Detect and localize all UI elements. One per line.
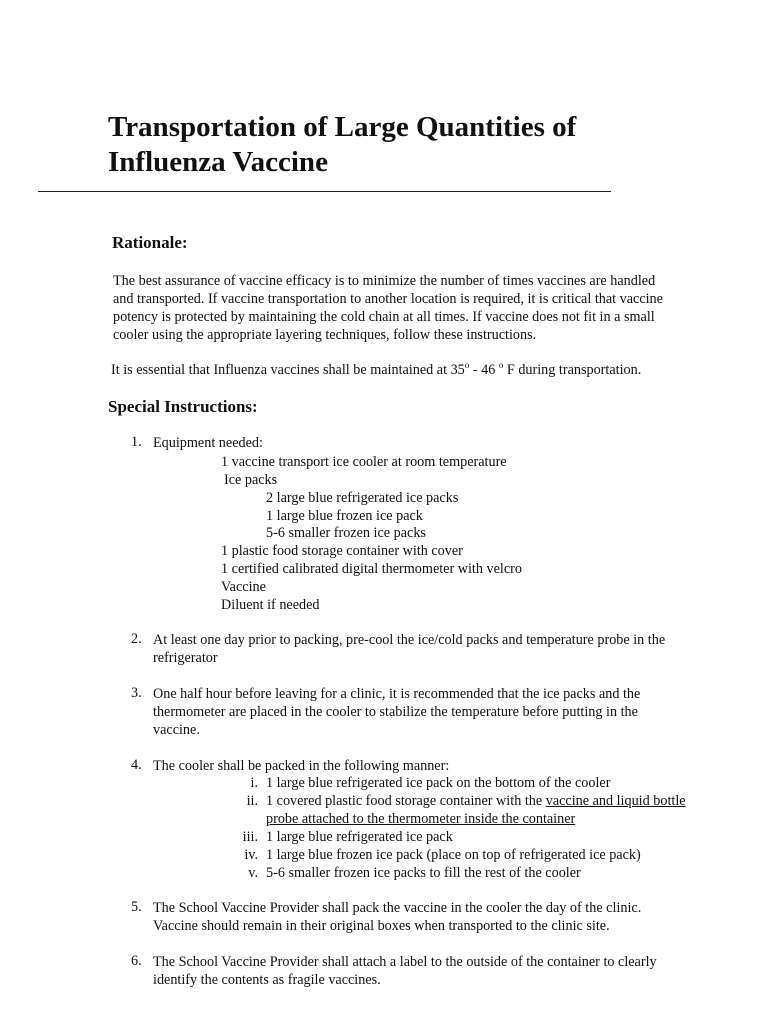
rationale-line: The best assurance of vaccine efficacy is to minimize the number of times vaccines are handled bbox=[113, 273, 656, 289]
temp-text-a: It is essential that Influenza vaccines shall be maintained at 35 bbox=[111, 362, 465, 378]
roman-numeral: i. bbox=[250, 775, 258, 791]
degree-symbol: o bbox=[498, 360, 504, 370]
equipment-item: 1 certified calibrated digital thermometer with velcro bbox=[221, 561, 522, 577]
sub-item-plain-text: 1 covered plastic food storage container with the bbox=[266, 793, 546, 809]
list-item-text: vaccine. bbox=[153, 722, 200, 738]
rationale-heading: Rationale: bbox=[112, 233, 188, 252]
rationale-line: potency is protected by maintaining the cold chain at all times. If vaccine does not fit in a small bbox=[113, 309, 655, 325]
roman-numeral: ii. bbox=[246, 793, 258, 809]
page-title-line-1: Transportation of Large Quantities of bbox=[108, 111, 577, 143]
equipment-item: 1 vaccine transport ice cooler at room temperature bbox=[221, 454, 507, 470]
list-item-text: refrigerator bbox=[153, 650, 218, 666]
list-item-number: 5. bbox=[131, 899, 142, 915]
list-item-text: Equipment needed: bbox=[153, 435, 263, 451]
sub-item-text: 5-6 smaller frozen ice packs to fill the rest of the cooler bbox=[266, 865, 581, 881]
title-divider bbox=[38, 191, 611, 192]
underlined-text: probe attached to the thermometer inside the container bbox=[266, 811, 576, 827]
list-item-text: thermometer are placed in the cooler to stabilize the temperature before putting in the bbox=[153, 704, 638, 720]
degree-symbol: o bbox=[464, 360, 470, 370]
list-item-number: 1. bbox=[131, 434, 142, 450]
temp-text-c: F during transportation. bbox=[503, 362, 642, 378]
list-item-number: 6. bbox=[131, 953, 142, 969]
roman-numeral: iv. bbox=[244, 847, 258, 863]
temp-text-b: - 46 bbox=[469, 362, 499, 378]
rationale-line: and transported. If vaccine transportation to another location is required, it is critical that vaccine bbox=[113, 291, 663, 307]
equipment-item: Diluent if needed bbox=[221, 597, 320, 613]
equipment-subitem: 5-6 smaller frozen ice packs bbox=[266, 525, 426, 541]
list-item-number: 3. bbox=[131, 685, 142, 701]
list-item-text: The School Vaccine Provider shall pack the vaccine in the cooler the day of the clinic. bbox=[153, 900, 642, 916]
roman-numeral: v. bbox=[248, 865, 258, 881]
list-item-text: At least one day prior to packing, pre-cool the ice/cold packs and temperature probe in the bbox=[153, 632, 666, 648]
equipment-item: Vaccine bbox=[221, 579, 266, 595]
rationale-line: cooler using the appropriate layering techniques, follow these instructions. bbox=[113, 327, 537, 343]
underlined-text: vaccine and liquid bottle bbox=[545, 793, 686, 809]
special-instructions-heading: Special Instructions: bbox=[108, 397, 258, 416]
equipment-subitem: 1 large blue frozen ice pack bbox=[266, 508, 423, 524]
page-title-line-2: Influenza Vaccine bbox=[108, 146, 328, 178]
list-item-number: 2. bbox=[131, 631, 142, 647]
list-item-text: identify the contents as fragile vaccines. bbox=[153, 972, 381, 988]
list-item-text: The School Vaccine Provider shall attach a label to the outside of the container to clearly bbox=[153, 954, 657, 970]
sub-item-text: 1 large blue refrigerated ice pack on the bottom of the cooler bbox=[266, 775, 611, 791]
temperature-requirement bbox=[111, 361, 641, 379]
equipment-item: 1 plastic food storage container with cover bbox=[221, 543, 463, 559]
sub-item-text bbox=[266, 792, 686, 810]
sub-item-text: 1 large blue frozen ice pack (place on top of refrigerated ice pack) bbox=[266, 847, 641, 863]
list-item-text: One half hour before leaving for a clinic, it is recommended that the ice packs and the bbox=[153, 686, 641, 702]
sub-item-text: 1 large blue refrigerated ice pack bbox=[266, 829, 453, 845]
equipment-subitem: 2 large blue refrigerated ice packs bbox=[266, 490, 459, 506]
roman-numeral: iii. bbox=[242, 829, 258, 845]
equipment-item: Ice packs bbox=[224, 472, 278, 488]
list-item-text: The cooler shall be packed in the following manner: bbox=[153, 758, 450, 774]
list-item-text: Vaccine should remain in their original boxes when transported to the clinic site. bbox=[153, 918, 610, 934]
list-item-number: 4. bbox=[131, 757, 142, 773]
